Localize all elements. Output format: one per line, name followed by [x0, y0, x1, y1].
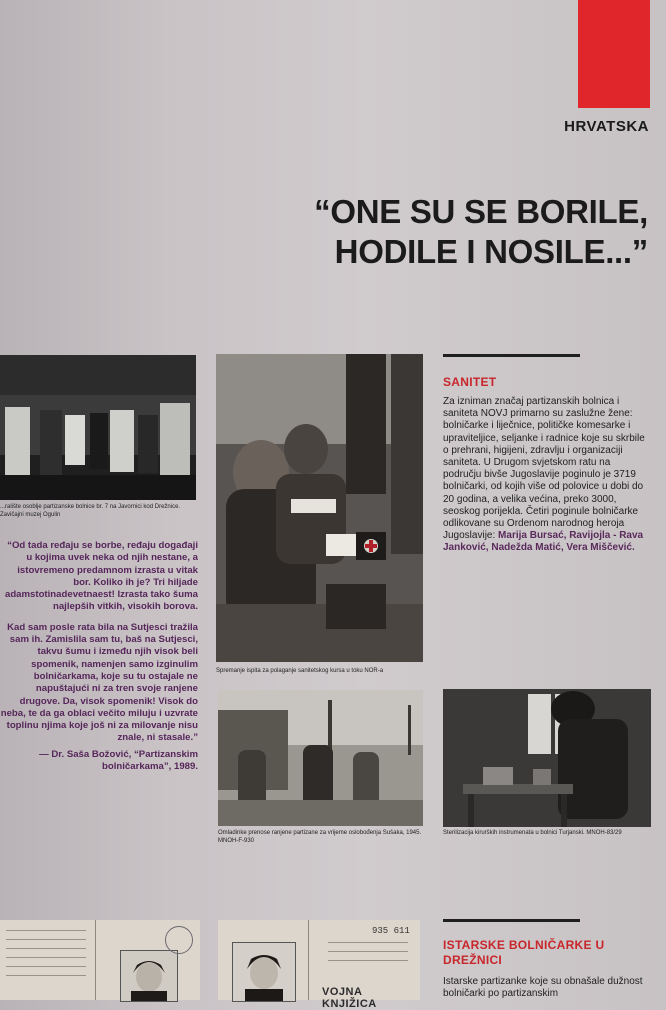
sanitet-heroes: Marija Bursać, Ravijojla - Rava Janković, Nadežda Matić, Vera Miščević. — [443, 530, 644, 554]
stamp-icon — [165, 926, 193, 954]
istarske-rule — [443, 919, 580, 922]
quote-author — [0, 749, 198, 774]
photo-study-exam-image — [216, 354, 423, 662]
document-fold — [95, 920, 96, 1000]
red-corner-tab — [578, 0, 650, 108]
portrait-photo-2 — [232, 942, 296, 1002]
caption-study-exam: Spremanje ispita za polaganje sanitetskog kursa u toku NOR-a — [216, 668, 384, 674]
bozovic-quote — [0, 540, 198, 753]
quote-paragraph-2: Kad sam posle rata bila na Sutjesci tražila sam ih. Zamislila sam tu, baš na Sutjesci, takvu šumu i između njih visok beli spomenik, namenjen samo izginulim bolničarkama, koje su tu ostajale ne napuštajući ni za tren svoje ranjene drugove. Da, visok spomenik! Visok do neba, te da ga oblaci večito miluju i uzvrate toplinu njima koje još ni za milovanje nisu znale, ni stasale.” — [0, 621, 198, 744]
document-card-left — [0, 920, 200, 1000]
portrait-photo-2-image — [233, 943, 295, 1001]
quote-author-work: bolničarkama”, 1989. — [102, 761, 198, 773]
portrait-photo-image — [121, 951, 177, 1001]
istarske-heading: ISTARSKE BOLNIČARKE U DREŽNICI — [443, 938, 605, 967]
photo-carrying-wounded — [218, 690, 423, 826]
photo-hospital-staff-image — [0, 355, 196, 500]
photo-sterilization-image — [443, 689, 651, 827]
sanitet-heading: SANITET — [443, 375, 497, 389]
caption-carrying-wounded: Omladinke prenose ranjene partizane za vrijeme oslobođenja Sušaka, 1945. MNOH-F-930 — [218, 830, 422, 844]
caption-hospital-staff: ...ralište osoblje partizanske bolnice br. 7 na Javornici kod Drežnice. Zavičajni muzej Ogulin — [0, 504, 181, 518]
photo-carrying-wounded-image — [218, 690, 423, 826]
photo-sterilization — [443, 689, 651, 827]
document-number: 935 611 — [372, 926, 410, 936]
quote-author-name: — Dr. Saša Božović, “Partizanskim — [39, 749, 198, 760]
document-lines-2 — [328, 942, 408, 969]
quote-paragraph-1: “Od tada ređaju se borbe, ređaju događaji u kojima uvek neka od njih nestane, a istovremeno predamnom izrasta u vitak bor. Koliko ih je? Tri hiljade adamstotinadevetnaest! Izrasta tako šuma najlepših vitkih, visokih borova. — [4, 540, 198, 613]
document-card-center — [218, 920, 420, 1010]
sanitet-body — [443, 396, 648, 555]
photo-study-exam — [216, 354, 423, 662]
vojna-knjizica-label: VOJNA KNJIŽICA — [322, 986, 377, 1010]
title-line-2: HODILE I NOSILE...” — [334, 233, 648, 270]
document-lines — [6, 930, 86, 984]
title-line-1: “ONE SU SE BORILE, — [314, 193, 648, 230]
sanitet-rule — [443, 354, 580, 357]
country-label: HRVATSKA — [564, 118, 649, 135]
portrait-photo — [120, 950, 178, 1002]
page-title — [314, 192, 648, 272]
istarske-body: Istarske partizanke koje su obnašale dužnost bolničarki po partizanskim — [443, 976, 643, 1000]
photo-hospital-staff — [0, 355, 196, 500]
sanitet-body-text: Za izniman značaj partizanskih bolnica i saniteta NOVJ primarno su zaslužne žene: bolničarke i liječnice, političke komesarke i upraviteljice, seljanke i radnice koje su skrbile o prehrani, higijeni, zdravlju i organizaciji saniteta. U Drugom svjetskom ratu na području bivše Jugoslavije poginulo je 3719 bolničarki, od kojih više od polovice u dobi do 20 godina, a velika većina, preko 3000, seoskog porijekla. Četiri poginule bolničarke odlikovane su Ordenom narodnog heroja Jugoslavije: — [443, 396, 645, 542]
document-fold-2 — [308, 920, 309, 1000]
caption-sterilization: Sterilizacija kirurških instrumenata u bolnici Turjanski. MNOH-83/29 — [443, 830, 622, 836]
